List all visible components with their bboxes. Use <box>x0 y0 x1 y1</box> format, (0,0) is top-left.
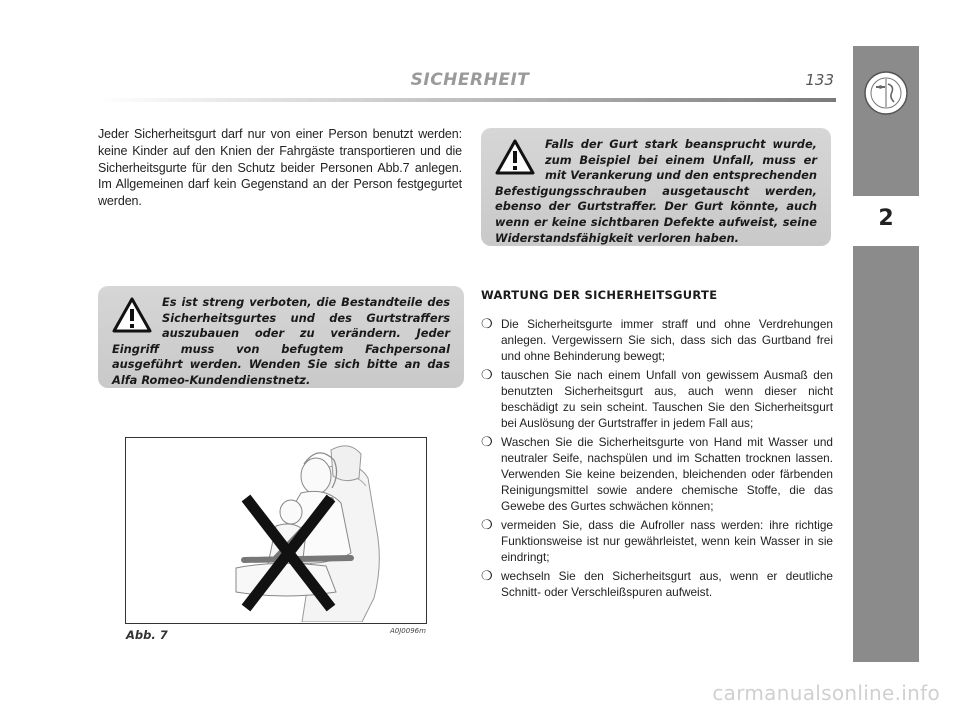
chapter-sidebar <box>853 46 919 662</box>
warning-box-belt-replacement <box>481 128 831 246</box>
warning-box-no-modification <box>98 286 464 388</box>
warning-text: Falls der Gurt stark beansprucht wurde, zum Beispiel bei einem Unfall, muss er mit Verankerung und den entsprechenden Befestigungsschrauben ausgetauscht werden, ebenso der Gurtstraffer. Der Gurt könnte, auch wenn er keine sichtbaren Defekte aufweist, seine Widerstandsfähigkeit verloren haben. <box>495 137 817 245</box>
list-item-text: wechseln Sie den Sicherheitsgurt aus, wenn er deutliche Schnitt- oder Verschleißspuren aufweist. <box>501 569 833 599</box>
warning-text: Es ist streng verboten, die Bestandteile des Sicherheitsgurtes und des Gurtstraffers auszubauen oder zu verändern. Jeder Eingriff muss von befugtem Fachpersonal ausgeführt werden. Wenden Sie sich bitte an das Alfa Romeo-Kundendienstnetz. <box>112 295 450 387</box>
figure-label: Abb. 7 <box>126 628 168 642</box>
list-item-text: Waschen Sie die Sicherheitsgurte von Hand mit Wasser und neutraler Seife, nachspülen und im Schatten trocknen lassen. Verwenden Sie keine beizenden, bleichenden oder färbenden Reinigungsmittel sowie andere chemische Stoffe, die das Gewebe des Gurtes schwächen können; <box>501 435 833 513</box>
bullet-circle-icon: ❍ <box>481 568 493 583</box>
list-item <box>481 517 833 565</box>
section-heading: WARTUNG DER SICHERHEITSGURTE <box>481 288 718 302</box>
list-item <box>481 316 833 364</box>
seat-belt-illustration <box>126 438 425 622</box>
chapter-number: 2 <box>878 206 894 231</box>
header-divider <box>98 98 836 102</box>
sidebar-bottom-band <box>853 246 919 662</box>
figure-illustration <box>125 437 427 624</box>
list-item-text: Die Sicherheitsgurte immer straff und ohne Verdrehungen anlegen. Vergewissern Sie sich, dass sich das Gurtband frei und ohne Behinderung bewegt; <box>501 317 833 363</box>
page-number: 133 <box>805 71 834 89</box>
list-item-text: vermeiden Sie, dass die Aufroller nass werden: ihre richtige Funktionsweise ist nur gewährleistet, wenn kein Wasser in sie eindringt; <box>501 518 833 564</box>
maintenance-list <box>481 316 833 603</box>
bullet-circle-icon: ❍ <box>481 517 493 532</box>
bullet-circle-icon: ❍ <box>481 434 493 449</box>
bullet-circle-icon: ❍ <box>481 316 493 331</box>
list-item-text: tauschen Sie nach einem Unfall von gewissem Ausmaß den benutzten Sicherheitsgurt aus, auch wenn dieser nicht beschädigt zu sein scheint. Tauschen Sie den Sicherheitsgurt bei Auslösung der Gurtstraffer in jedem Fall aus; <box>501 368 833 430</box>
warning-triangle-icon <box>112 297 152 333</box>
alfa-romeo-logo <box>863 70 909 116</box>
watermark: carmanualsonline.info <box>712 681 940 705</box>
list-item <box>481 568 833 600</box>
list-item <box>481 367 833 431</box>
figure-code: A0J0096m <box>390 627 426 635</box>
intro-paragraph: Jeder Sicherheitsgurt darf nur von einer Person benutzt werden: keine Kinder auf den Knien der Fahrgäste transportieren und die Sicherheitsgurte für den Schutz beider Personen Abb.7 anlegen. Im Allgemeinen darf kein Gegenstand an der Person festgegurtet werden. <box>98 127 462 209</box>
sidebar-top-band <box>853 46 919 196</box>
warning-triangle-icon <box>495 139 535 175</box>
list-item <box>481 434 833 514</box>
bullet-circle-icon: ❍ <box>481 367 493 382</box>
page-section-title: SICHERHEIT <box>410 70 530 90</box>
